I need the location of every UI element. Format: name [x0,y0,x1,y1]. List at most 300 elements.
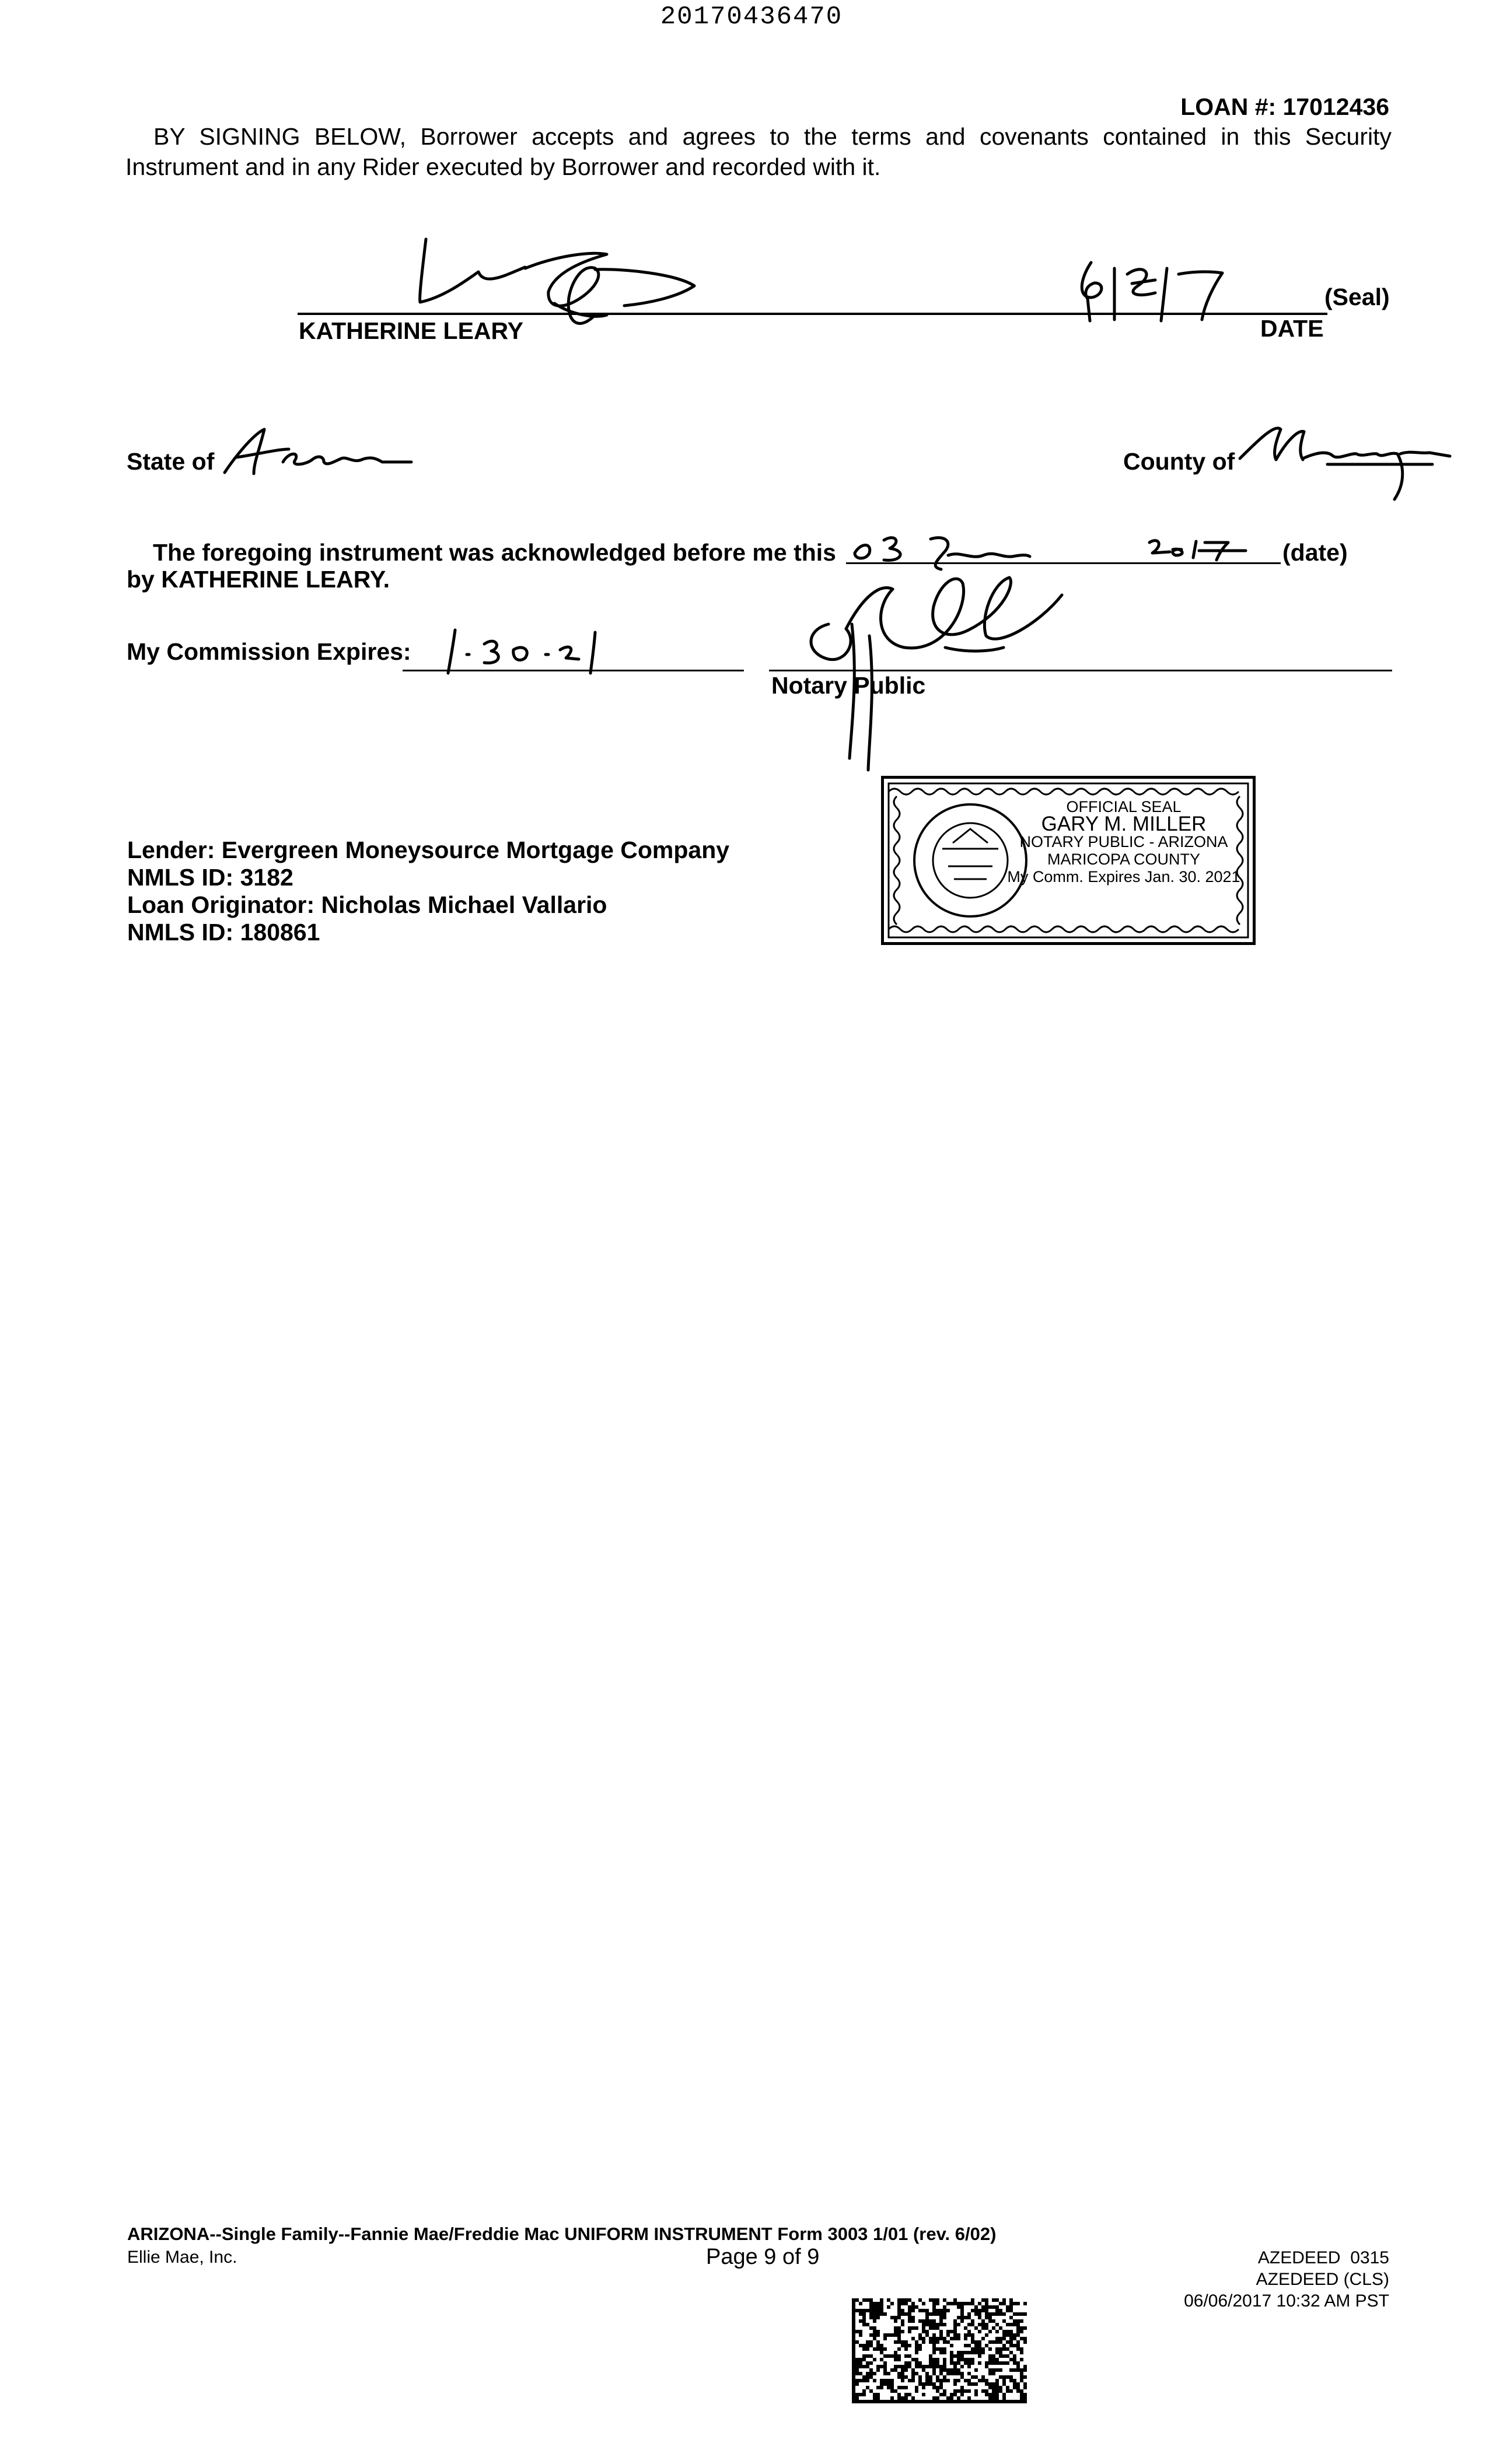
barcode-module [939,2333,943,2337]
barcode-module [1006,2309,1009,2312]
barcode-module [1020,2358,1023,2361]
barcode-module [999,2312,1002,2316]
barcode-module [852,2354,855,2358]
barcode-module [971,2337,974,2340]
seal-line-county: MARICOPA COUNTY [1047,850,1201,868]
barcode-module [943,2379,946,2382]
barcode-module [953,2379,957,2382]
barcode-module [897,2372,901,2375]
barcode-module [922,2400,925,2403]
barcode-module [852,2347,855,2351]
barcode-module [897,2312,901,2316]
barcode-module [1009,2379,1013,2382]
barcode-module [950,2337,953,2340]
barcode-module [855,2396,859,2400]
barcode-module [932,2312,936,2316]
barcode-module [964,2400,967,2403]
seal-line-name: GARY M. MILLER [1041,813,1207,835]
barcode-module [995,2298,999,2302]
barcode-module [880,2305,883,2309]
barcode-module [1006,2354,1009,2358]
barcode-module [992,2389,995,2393]
barcode-module [1013,2400,1016,2403]
barcode-module [957,2302,960,2305]
page-number: Page 9 of 9 [706,2245,820,2269]
barcode-module [999,2375,1002,2379]
barcode-module [1002,2347,1006,2351]
barcode-module [1002,2393,1006,2396]
barcode-module [957,2323,960,2326]
barcode-module [1016,2333,1020,2337]
lender-nmls: NMLS ID: 3182 [127,864,293,891]
barcode-module [957,2361,960,2365]
barcode-module [974,2351,978,2354]
intro-text: BY SIGNING BELOW, Borrower accepts and agrees to the terms and covenants contained in this Security Instrument and in any Rider executed by Borrower and recorded with it. [125,123,1392,180]
barcode-module [880,2309,883,2312]
barcode-module [873,2326,876,2330]
barcode-module [999,2400,1002,2403]
barcode-module [897,2386,901,2389]
barcode-module [939,2393,943,2396]
barcode-module [995,2312,999,2316]
barcode-module [901,2344,904,2347]
barcode-module [922,2382,925,2386]
barcode-module [953,2365,957,2368]
barcode-module [995,2347,999,2351]
barcode-module [1006,2323,1009,2326]
barcode-module [922,2340,925,2344]
barcode-module [866,2340,869,2344]
barcode-module [922,2326,925,2330]
barcode-module [894,2340,897,2344]
barcode-module [1016,2323,1020,2326]
barcode-module [862,2298,866,2302]
barcode-module [852,2309,855,2312]
barcode-module [981,2375,985,2379]
barcode-module [1016,2330,1020,2333]
barcode-module [988,2312,992,2316]
barcode-module [1016,2340,1020,2344]
barcode-module [869,2354,873,2358]
barcode-module [943,2309,946,2312]
barcode-module [1023,2386,1027,2389]
barcode-module [866,2354,869,2358]
barcode-module [939,2372,943,2375]
barcode-module [883,2361,887,2365]
barcode-module [929,2340,932,2344]
barcode-module [992,2368,995,2372]
barcode-module [932,2323,936,2326]
borrower-signature [403,233,706,350]
barcode-module [894,2351,897,2354]
barcode-module [897,2326,901,2330]
barcode-module [1013,2302,1016,2305]
barcode-module [971,2351,974,2354]
barcode-module [971,2358,974,2361]
barcode-module [960,2354,964,2358]
barcode-module [876,2330,880,2333]
barcode-module [936,2361,939,2365]
barcode-module [999,2347,1002,2351]
barcode-module [883,2400,887,2403]
barcode-module [1009,2375,1013,2379]
barcode-module [876,2393,880,2396]
barcode-module [852,2326,855,2330]
barcode-module [936,2337,939,2340]
barcode-module [1013,2361,1016,2365]
barcode-module [929,2326,932,2330]
barcode-module [932,2326,936,2330]
barcode-module [876,2302,880,2305]
barcode-module [866,2344,869,2347]
barcode-module [1020,2337,1023,2340]
barcode-module [915,2344,918,2347]
barcode-module [950,2393,953,2396]
barcode-module [883,2347,887,2351]
barcode-module [1006,2340,1009,2344]
barcode-module [999,2309,1002,2312]
barcode-module [981,2326,985,2330]
barcode-module [855,2340,859,2344]
barcode-module [929,2379,932,2382]
barcode-module [946,2396,950,2400]
barcode-module [957,2400,960,2403]
barcode-module [985,2302,988,2305]
barcode-module [887,2379,890,2382]
barcode-module [953,2354,957,2358]
barcode-module [988,2368,992,2372]
barcode-module [929,2400,932,2403]
barcode-module [852,2344,855,2347]
barcode-module [985,2389,988,2393]
barcode-module [855,2372,859,2375]
barcode-module [995,2309,999,2312]
barcode-module [943,2358,946,2361]
barcode-module [981,2305,985,2309]
barcode-module [974,2312,978,2316]
barcode-module [911,2337,915,2340]
barcode-module [1009,2323,1013,2326]
barcode-module [915,2361,918,2365]
barcode-module [869,2372,873,2375]
barcode-module [901,2302,904,2305]
barcode-module [950,2351,953,2354]
barcode-module [978,2400,981,2403]
barcode-module [932,2365,936,2368]
barcode-module [887,2333,890,2337]
barcode-module [950,2372,953,2375]
barcode-module [953,2361,957,2365]
loan-number: LOAN #: 17012436 [1180,93,1389,120]
barcode-module [988,2319,992,2323]
barcode-module [897,2330,901,2333]
barcode-module [957,2389,960,2393]
barcode-module [936,2347,939,2351]
barcode-module [859,2361,862,2365]
barcode-module [1013,2382,1016,2386]
barcode-module [918,2379,922,2382]
barcode-module [876,2340,880,2344]
barcode-module [890,2396,894,2400]
barcode-module [932,2319,936,2323]
barcode-module [901,2323,904,2326]
barcode-module [932,2333,936,2337]
barcode-module [908,2330,911,2333]
barcode-module [1023,2302,1027,2305]
barcode-module [985,2316,988,2319]
barcode-module [911,2372,915,2375]
barcode-module [985,2400,988,2403]
barcode-module [1023,2337,1027,2340]
barcode-module [967,2361,971,2365]
barcode-module [908,2305,911,2309]
barcode-module [887,2372,890,2375]
barcode-module [901,2386,904,2389]
barcode-module [883,2312,887,2316]
barcode-module [880,2386,883,2389]
barcode-module [873,2316,876,2319]
barcode-module [911,2400,915,2403]
barcode-module [852,2319,855,2323]
barcode-module [985,2312,988,2316]
barcode-module [960,2365,964,2368]
barcode-module [904,2344,908,2347]
barcode-module [904,2347,908,2351]
barcode-module [939,2351,943,2354]
barcode-module [922,2302,925,2305]
barcode-module [939,2309,943,2312]
barcode-module [915,2305,918,2309]
barcode-module [932,2386,936,2389]
barcode-module [936,2326,939,2330]
barcode-module [1002,2382,1006,2386]
commission-label: My Commission Expires: [127,638,411,665]
barcode-module [880,2312,883,2316]
barcode-module [911,2326,915,2330]
barcode-module [1023,2368,1027,2372]
barcode-module [988,2330,992,2333]
barcode-module [953,2382,957,2386]
barcode-module [859,2358,862,2361]
barcode-module [950,2344,953,2347]
barcode-module [943,2323,946,2326]
barcode-module [999,2386,1002,2389]
barcode-module [978,2309,981,2312]
barcode-module [929,2375,932,2379]
barcode-module [985,2393,988,2396]
barcode-module [936,2375,939,2379]
barcode-module [995,2351,999,2354]
barcode-module [995,2361,999,2365]
barcode-module [915,2400,918,2403]
barcode-module [855,2393,859,2396]
barcode-module [887,2298,890,2302]
barcode-module [904,2368,908,2372]
barcode-module [859,2319,862,2323]
notary-public-label: Notary Public [771,672,926,699]
barcode-module [904,2396,908,2400]
barcode-module [862,2393,866,2396]
barcode-module [967,2316,971,2319]
barcode-module [1016,2389,1020,2393]
barcode-module [1013,2319,1016,2323]
barcode-module [887,2382,890,2386]
barcode-module [918,2375,922,2379]
barcode-module [1009,2333,1013,2337]
barcode-module [936,2396,939,2400]
barcode-module [862,2358,866,2361]
barcode-module [911,2358,915,2361]
barcode-module [960,2393,964,2396]
barcode-module [967,2379,971,2382]
seal-line-official: OFFICIAL SEAL [1066,798,1182,816]
barcode-module [1016,2368,1020,2372]
barcode-module [953,2372,957,2375]
date-label: DATE [1260,315,1324,342]
barcode-module [852,2302,855,2305]
barcode-module [939,2330,943,2333]
barcode-module [862,2375,866,2379]
barcode-module [922,2319,925,2323]
document-number: 20170436470 [660,2,843,32]
barcode-module [971,2319,974,2323]
barcode-module [1020,2368,1023,2372]
barcode-module [1009,2298,1013,2302]
barcode-module [869,2389,873,2393]
barcode-module [999,2351,1002,2354]
barcode-module [943,2375,946,2379]
barcode-module [988,2316,992,2319]
barcode-module [995,2382,999,2386]
barcode-module [880,2347,883,2351]
barcode-module [999,2340,1002,2344]
barcode-module [1002,2344,1006,2347]
barcode-module [978,2340,981,2344]
barcode-module [943,2347,946,2351]
barcode-module [876,2344,880,2347]
barcode-module [855,2358,859,2361]
barcode-module [908,2319,911,2323]
barcode-module [852,2305,855,2309]
barcode-module [981,2319,985,2323]
barcode-module [908,2354,911,2358]
barcode-module [911,2316,915,2319]
barcode-module [932,2400,936,2403]
barcode-module [908,2365,911,2368]
barcode-module [995,2330,999,2333]
barcode-module [1009,2305,1013,2309]
barcode-module [978,2351,981,2354]
barcode-module [971,2347,974,2351]
barcode-module [1020,2351,1023,2354]
barcode-module [904,2361,908,2365]
barcode-module [978,2379,981,2382]
barcode-module [978,2354,981,2358]
barcode-module [915,2340,918,2344]
barcode-module [957,2351,960,2354]
barcode-module [985,2333,988,2337]
barcode-module [1006,2361,1009,2365]
barcode-module [1006,2305,1009,2309]
datamatrix-barcode [852,2298,1027,2403]
barcode-module [925,2372,929,2375]
barcode-module [901,2375,904,2379]
barcode-module [1020,2372,1023,2375]
barcode-module [855,2361,859,2365]
barcode-module [932,2361,936,2365]
barcode-module [939,2368,943,2372]
seal-text-block [1007,798,1240,886]
barcode-module [1023,2365,1027,2368]
barcode-module [880,2382,883,2386]
barcode-module [943,2368,946,2372]
barcode-module [1020,2319,1023,2323]
barcode-module [904,2375,908,2379]
barcode-module [908,2312,911,2316]
barcode-module [890,2386,894,2389]
barcode-module [960,2358,964,2361]
barcode-module [964,2358,967,2361]
barcode-module [950,2358,953,2361]
barcode-module [890,2368,894,2372]
barcode-module [1016,2365,1020,2368]
barcode-module [1009,2330,1013,2333]
barcode-module [985,2365,988,2368]
barcode-module [873,2337,876,2340]
barcode-module [939,2316,943,2319]
barcode-module [967,2302,971,2305]
barcode-module [932,2302,936,2305]
barcode-module [852,2375,855,2379]
barcode-module [953,2393,957,2396]
barcode-module [1006,2333,1009,2337]
barcode-module [901,2372,904,2375]
barcode-module [971,2323,974,2326]
barcode-module [1002,2302,1006,2305]
barcode-module [1002,2375,1006,2379]
barcode-module [992,2393,995,2396]
barcode-module [946,2372,950,2375]
barcode-module [960,2351,964,2354]
loan-originator: Loan Originator: Nicholas Michael Vallario [127,891,607,918]
barcode-module [897,2354,901,2358]
barcode-module [918,2365,922,2368]
barcode-module [1006,2400,1009,2403]
barcode-module [957,2368,960,2372]
barcode-module [855,2365,859,2368]
barcode-module [852,2323,855,2326]
barcode-module [1009,2302,1013,2305]
barcode-module [901,2396,904,2400]
barcode-module [1009,2309,1013,2312]
barcode-module [883,2372,887,2375]
barcode-module [992,2326,995,2330]
barcode-module [866,2372,869,2375]
barcode-module [939,2386,943,2389]
barcode-module [953,2298,957,2302]
barcode-module [859,2379,862,2382]
barcode-module [1002,2312,1006,2316]
seal-line-title: NOTARY PUBLIC - ARIZONA [1019,833,1228,850]
barcode-module [859,2302,862,2305]
barcode-module [974,2347,978,2351]
barcode-module [901,2312,904,2316]
seal-label: (Seal) [1324,284,1390,310]
barcode-module [988,2354,992,2358]
barcode-module [936,2309,939,2312]
barcode-module [988,2340,992,2344]
barcode-module [897,2298,901,2302]
